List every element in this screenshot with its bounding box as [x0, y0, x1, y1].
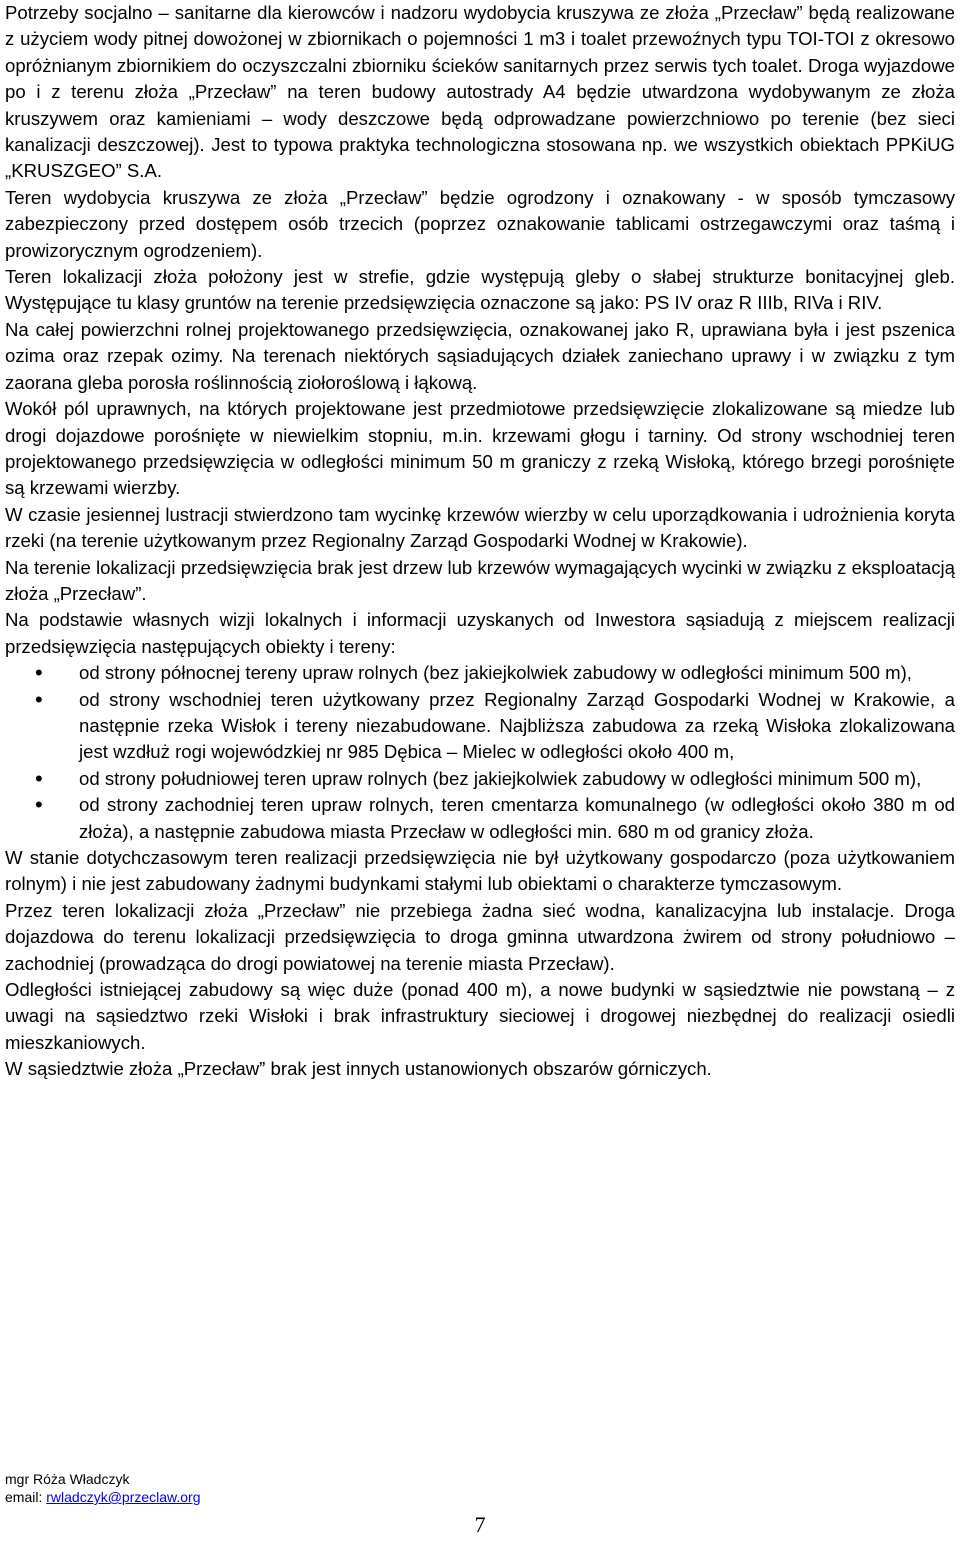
paragraph-field-margins: Wokół pól uprawnych, na których projektowane jest przedmiotowe przedsięwzięcie zlokalizowane są miedze lub drogi dojazdowe porośnięte w niewielkim stopniu, m.in. krzewami głogu i tarniny. Od strony wschodniej teren projektowanego przedsięwzięcia w odległości minimum 50 m graniczy z rzeką Wisłoką, którego brzegi porośnięte są krzewami wierzby.: [5, 398, 955, 499]
author-email-line: [5, 1488, 201, 1506]
document-body: [5, 0, 955, 1083]
paragraph-crops: Na całej powierzchni rolnej projektowanego przedsięwzięcia, oznakowanej jako R, uprawiana była i jest pszenica ozima oraz rzepak ozimy. Na terenach niektórych sąsiadujących działek zaniechano uprawy i w związku z tym zaorana gleba porosła roślinnością ziołoroślową i łąkową.: [5, 318, 955, 393]
paragraph-distance-to-buildings: Odległości istniejącej zabudowy są więc duże (ponad 400 m), a nowe budynki w sąsiedztwie nie powstaną – z uwagi na sąsiedztwo rzeki Wisłoki i brak infrastruktury sieciowej i drogowej niezbędnej do realizacji osiedli mieszkaniowych.: [5, 979, 955, 1053]
paragraph-sanitation-and-road: Potrzeby socjalno – sanitarne dla kierowców i nadzoru wydobycia kruszywa ze złoża „Przecław” będą realizowane z użyciem wody pitnej dowożonej w zbiornikach o pojemności 1 m3 i toalet przewoźnych typu TOI-TOI z okresowo opróżnianym zbiornikiem do oczyszczalni zbiorniku ścieków sanitarnych przez serwis tych toalet. Droga wyjazdowe po i z terenu złoża „Przecław” na teren budowy autostrady A4 będzie utwardzona wydobywanym ze złoża kruszywem oraz kamieniami – wody deszczowe będą odprowadzane powierzchniowo po terenie (bez sieci kanalizacji deszczowej). Jest to typowa praktyka technologiczna stosowana np. we wszystkich obiektach PPKiUG „KRUSZGEO” S.A.: [5, 2, 955, 182]
paragraph-soil-classes: Teren lokalizacji złoża położony jest w strefie, gdzie występują gleby o słabej strukturze bonitacyjnej gleb. Występujące tu klasy gruntów na terenie przedsięwzięcia oznaczone są jako: PS IV oraz R IIIb, RIVa i RIV.: [5, 266, 955, 314]
paragraph-current-state: W stanie dotychczasowym teren realizacji przedsięwzięcia nie był użytkowany gospodarczo (poza użytkowaniem rolnym) i nie jest zabudowany żadnymi budynkami stałymi lub obiektami o charakterze tymczasowym.: [5, 847, 955, 895]
list-item-west: • od strony zachodniej teren upraw rolnych, teren cmentarza komunalnego (w odległości około 380 m od złoża), a następnie zabudowa miasta Przecław w odległości min. 680 m od granicy złoża.: [5, 792, 955, 845]
email-label: email:: [5, 1489, 47, 1505]
list-item-north: • od strony północnej tereny upraw rolnych (bez jakiejkolwiek zabudowy w odległości minimum 500 m),: [5, 660, 955, 686]
author-name: mgr Róża Władczyk: [5, 1471, 130, 1487]
paragraph-utilities-access-road: Przez teren lokalizacji złoża „Przecław” nie przebiega żadna sieć wodna, kanalizacyjna lub instalacje. Droga dojazdowa do terenu lokalizacji przedsięwzięcia to droga gminna utwardzona żwirem od strony południowo – zachodniej (prowadząca do drogi powiatowej na terenie miasta Przecław).: [5, 899, 955, 974]
paragraph-mining-areas: W sąsiedztwie złoża „Przecław” brak jest innych ustanowionych obszarów górniczych.: [5, 1058, 712, 1080]
page-number: 7: [474, 1512, 486, 1537]
paragraph-no-tree-felling: Na terenie lokalizacji przedsięwzięcia brak jest drzew lub krzewów wymagających wycinki w związku z eksploatacją złoża „Przecław”.: [5, 556, 955, 604]
list-item-east: • od strony wschodniej teren użytkowany przez Regionalny Zarząd Gospodarki Wodnej w Krakowie, a następnie rzeka Wisłok i tereny niezabudowane. Najbliższa zabudowa za rzeką Wisłoka zlokalizowana jest wzdłuż rogi wojewódzkiej nr 985 Dębica – Mielec w odległości około 400 m,: [5, 687, 955, 766]
paragraph-fencing: Teren wydobycia kruszywa ze złoża „Przecław” będzie ogrodzony i oznakowany - w sposób tymczasowy zabezpieczony przed dostępem osób trzecich (poprzez oznakowanie tablicami ostrzegawczymi oraz taśmą i prowizorycznym ogrodzeniem).: [5, 186, 955, 261]
author-block: [5, 1470, 201, 1506]
list-item-south: • od strony południowej teren upraw rolnych (bez jakiejkolwiek zabudowy w odległości minimum 500 m),: [5, 766, 955, 792]
neighbouring-areas-list: [5, 660, 955, 845]
email-link[interactable]: rwladczyk@przeclaw.org: [46, 1489, 201, 1505]
paragraph-autumn-inspection: W czasie jesiennej lustracji stwierdzono tam wycinkę krzewów wierzby w celu uporządkowania i udrożnienia koryta rzeki (na terenie użytkowanym przez Regionalny Zarząd Gospodarki Wodnej w Krakowie).: [5, 503, 955, 552]
paragraph-neighbouring-intro: Na podstawie własnych wizji lokalnych i informacji uzyskanych od Inwestora sąsiadują z miejscem realizacji przedsięwzięcia następujących obiekty i tereny:: [5, 609, 955, 657]
